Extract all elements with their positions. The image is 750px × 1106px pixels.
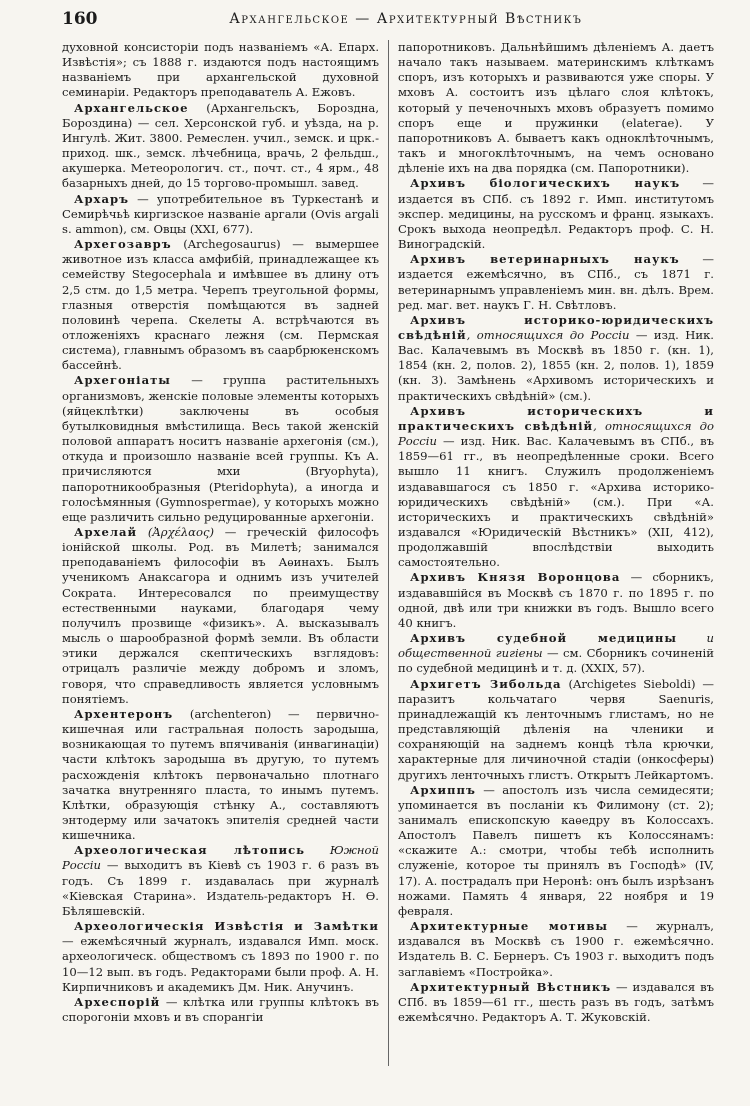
- dictionary-entry: [398, 783, 714, 919]
- entry-headword: Архигетъ Зибольда: [410, 676, 562, 691]
- dictionary-entry: [62, 707, 379, 843]
- entry-text: папоротниковъ. Дальнѣйшимъ дѣленіемъ А. даетъ начало такъ называем. материнскимъ клѣткамъ споръ, изъ которыхъ и развиваются уже споры. У мховъ А. состоитъ изъ цѣлаго слоя клѣтокъ, который у печеночныхъ мховъ образуетъ помимо споръ еще и пружинки (elaterae). У папоротниковъ А. бываетъ какъ одноклѣточнымъ, такъ и многоклѣточнымъ, на чемъ основано дѣленіе ихъ на два порядка (см. Папоротники).: [398, 40, 714, 176]
- entry-headword: Архитектурные мотивы: [410, 919, 609, 934]
- entry-headword: Архивъ судебной медицины: [410, 631, 677, 646]
- entry-text: — изд. Ник. Вас. Калачевымъ въ СПб., въ 1859—61 гг., въ неопредѣленные сроки. Всего вышло 11 книгъ. Служилъ продолженіемъ издававшагося съ 1850 г. «Архива историко-юридическихъ свѣдѣній» (см.). При «А. историческихъ и практическихъ свѣдѣній» издавался «Юридическій Вѣстникъ» (XII, 412), продолжавшій впослѣдствіи выходить самостоятельно.: [398, 434, 714, 570]
- dictionary-entry: [398, 40, 714, 176]
- dictionary-entry: [62, 101, 379, 192]
- entry-headword: Архивъ историко-юридическихъ свѣдѣній: [398, 312, 714, 342]
- dictionary-entry: [398, 570, 714, 631]
- entry-text: — журналъ, издавался въ Москвѣ съ 1900 г. ежемѣсячно. Издатель В. С. Бернеръ. Съ 1903 г. выходитъ подъ заглавіемъ «Постройка».: [398, 919, 714, 979]
- page-number: 160: [62, 9, 98, 29]
- entry-headword-extra: , относящихся до Россіи: [466, 327, 630, 342]
- right-column: [388, 40, 714, 1066]
- dictionary-entry: [398, 176, 714, 252]
- dictionary-entry: [398, 677, 714, 783]
- entry-text: (Archigetes Sieboldi) — паразитъ кольчатаго червя Saenuris, принадлежащій къ ленточнымъ глистамъ, но не представляющій дѣленія на членики и сохраняющій на заднемъ концѣ тѣла крючки, характерные для личиночной стадіи (онкосферы) другихъ ленточныхъ глистъ. Открытъ Лейкартомъ.: [398, 676, 714, 782]
- entry-text: — клѣтка или группы клѣтокъ въ спорогоніи мховъ и въ спорангіи: [62, 994, 379, 1024]
- entry-headword: Архаръ: [74, 191, 129, 206]
- dictionary-entry: [398, 919, 714, 980]
- text-columns: [62, 40, 714, 1066]
- entry-headword: Архивъ ветеринарныхъ наукъ: [410, 252, 680, 267]
- entry-headword-extra: и общественной гигіены: [398, 631, 714, 661]
- entry-text: — сборникъ, издававшійся въ Москвѣ съ 1870 г. по 1895 г. по одной, двѣ или три книжки въ годъ. Вышло всего 40 книгъ.: [398, 570, 714, 630]
- entry-headword: Археологическая лѣтопись: [74, 843, 306, 858]
- entry-text: — выходитъ въ Кіевѣ съ 1903 г. 6 разъ въ годъ. Съ 1899 г. издавалась при журналѣ «Кіевская Старина». Издатель-редакторъ Н. Ѳ. Бѣляшевскій.: [62, 858, 379, 918]
- entry-headword: Архиппъ: [410, 782, 476, 797]
- left-column: [62, 40, 388, 1066]
- dictionary-entry: [62, 237, 379, 373]
- dictionary-entry: [398, 252, 714, 313]
- entry-text: — ежемѣсячный журналъ, издавался Имп. моск. археологическ. обществомъ съ 1893 по 1900 г. по 10—12 вып. въ годъ. Редакторами были проф. А. Н. Кирпичниковъ и академикъ Дм. Ник. Анучинъ.: [62, 934, 379, 994]
- dictionary-entry: [398, 980, 714, 1025]
- entry-text: — апостолъ изъ числа семидесяти; упоминается въ посланіи къ Филимону (ст. 2); занималъ епископскую каѳедру въ Колоссахъ. Апостолъ Павелъ пишетъ къ Колоссянамъ: «скажите А.: смотри, чтобы тебѣ исполнить служеніе, которое ты принялъ въ Господѣ» (IV, 17). А. пострадалъ при Неронѣ: онъ былъ изрѣзанъ ножами. Память 4 января, 22 ноября и 19 февраля.: [398, 782, 714, 918]
- running-head: Архангельское — Архитектурный Вѣстникъ: [229, 11, 583, 27]
- entry-headword: Архивъ біологическихъ наукъ: [410, 176, 681, 191]
- entry-text: (archenteron) — первично-кишечная или гастральная полость зародыша, возникающая то путемъ впячиванія (инвагинаціи) части клѣтокъ зародыша въ другую, то путемъ расхожденія клѣтокъ первоначально плотнаго зачатка внутренняго пласта, то инымъ путемъ. Клѣтки, образующія стѣнку А., составляютъ энтодерму или зачатокъ эпителія средней части кишечника.: [62, 706, 379, 843]
- entry-text: — группа растительныхъ организмовъ, женскіе половые элементы которыхъ (яйцеклѣтки) заключены въ особыя бутылковидныя вмѣстилища. Весь такой женскій половой аппаратъ носитъ названіе архегонія (см.), откуда и произошло названіе всей группы. Къ А. причисляются мхи (Bryophyta), папоротникообразныя (Pteridophyta), а иногда и голосѣмянныя (Gymnospermae), у которыхъ можно еще различить сильно редуцированные архегоніи.: [62, 373, 379, 524]
- entry-headword-extra: , относящихся до Россіи: [398, 418, 714, 449]
- entry-headword: Археспорій: [74, 994, 161, 1009]
- dictionary-entry: [62, 192, 379, 237]
- entry-headword: Археологическія Извѣстія и Замѣтки: [74, 919, 379, 934]
- entry-text: духовной консисторіи подъ названіемъ «А. Епарх. Извѣстія»; съ 1888 г. издаются подъ настоящимъ названіемъ при архангельской духовной семинаріи. Редакторъ преподаватель А. Ежовъ.: [62, 40, 379, 100]
- entry-text: — издавался въ СПб. въ 1859—61 гг., шесть разъ въ годъ, затѣмъ ежемѣсячно. Редакторъ А. Т. Жуковскій.: [398, 979, 714, 1024]
- entry-headword: Архитектурный Вѣстникъ: [410, 979, 612, 994]
- dictionary-entry: [62, 373, 379, 525]
- entry-headword: Архегозавръ: [74, 237, 172, 252]
- page-header: [62, 6, 714, 32]
- entry-headword: Архивъ Князя Воронцова: [410, 570, 621, 585]
- entry-text: — употребительное въ Туркестанѣ и Семирѣчьѣ киргизское названіе аргали (Ovis argali s. ammon), см. Овцы (XXI, 677).: [62, 191, 379, 236]
- entry-headword-extra: Южной Россіи: [62, 843, 379, 873]
- dictionary-entry: [62, 843, 379, 919]
- dictionary-entry: [398, 631, 714, 676]
- entry-text: — изд. Ник. Вас. Калачевымъ въ Москвѣ въ 1850 г. (кн. 1), 1854 (кн. 2, полов. 2), 1855 (кн. 2, полов. 1), 1859 (кн. 3). Замѣнень «Архивомъ историческихъ и практическихъ свѣдѣній» (см.).: [398, 327, 714, 403]
- entry-text: — греческій философъ іонійской школы. Род. въ Милетѣ; занимался преподаваніемъ философіи въ Аѳинахъ. Былъ ученикомъ Анаксагора и однимъ изъ учителей Сократа. Интересовался по преимуществу естественными науками, благодаря чему получилъ прозвище «физикъ». А. высказывалъ мысль о шарообразной формѣ земли. Въ области этики держался скептическихъ взглядовъ: отрицалъ различіе между добромъ и зломъ, говоря, что справедливость является условнымъ понятіемъ.: [62, 525, 379, 706]
- entry-headword: Архивъ историческихъ и практическихъ свѣдѣній: [398, 403, 714, 433]
- dictionary-entry: [62, 525, 379, 707]
- entry-text: — издается ежемѣсячно, въ СПб., съ 1871 г. ветеринарнымъ управленіемъ мин. вн. дѣлъ. Врем. ред. маг. вет. наукъ Г. Н. Свѣтловъ.: [398, 252, 714, 312]
- dictionary-entry: [62, 919, 379, 995]
- dictionary-entry: [62, 40, 379, 101]
- entry-text: — издается въ СПб. съ 1892 г. Имп. институтомъ экспер. медицины, на русскомъ и франц. языкахъ. Срокъ выхода неопредѣл. Редакторъ проф. С. Н. Виноградскій.: [398, 176, 714, 252]
- entry-text: (Архангельскъ, Бороздна, Бороздина) — сел. Херсонской губ. и уѣзда, на р. Ингулѣ. Жит. 3800. Ремеслен. учил., земск. и црк.-приход. шк., земск. лѣчебница, врачь, 2 фельдш., акушерка. Метеорологич. ст., почт. ст., 4 ярм., 48 базарныхъ дней, до 15 торгово-промышл. завед.: [62, 100, 379, 191]
- entry-text: (Archegosaurus) — вымершее животное изъ класса амфибій, принадлежащее къ семейству Stegocephala и имѣвшее въ длину отъ 2,5 стм. до 1,5 метра. Черепъ треугольной формы, глазныя отверстія помѣщаются въ задней половинѣ черепа. Скелеты А. встрѣчаются въ отложеніяхъ краснаго лежня (см. Пермская система), главнымъ образомъ въ саарбрюкенскомъ бассейнѣ.: [62, 237, 379, 373]
- entry-headword: Архангельское: [74, 100, 189, 115]
- entry-headword: Архентеронъ: [74, 706, 174, 721]
- entry-headword: Архегоніаты: [74, 373, 171, 388]
- entry-text: — см. Сборникъ сочиненій по судебной медицинѣ и т. д. (XXIX, 57).: [398, 646, 714, 676]
- dictionary-entry: [398, 313, 714, 404]
- dictionary-entry: [398, 404, 714, 571]
- entry-headword: Архелай: [74, 525, 138, 539]
- entry-headword-extra: (Ἀρχέλαος): [137, 525, 215, 539]
- dictionary-entry: [62, 995, 379, 1025]
